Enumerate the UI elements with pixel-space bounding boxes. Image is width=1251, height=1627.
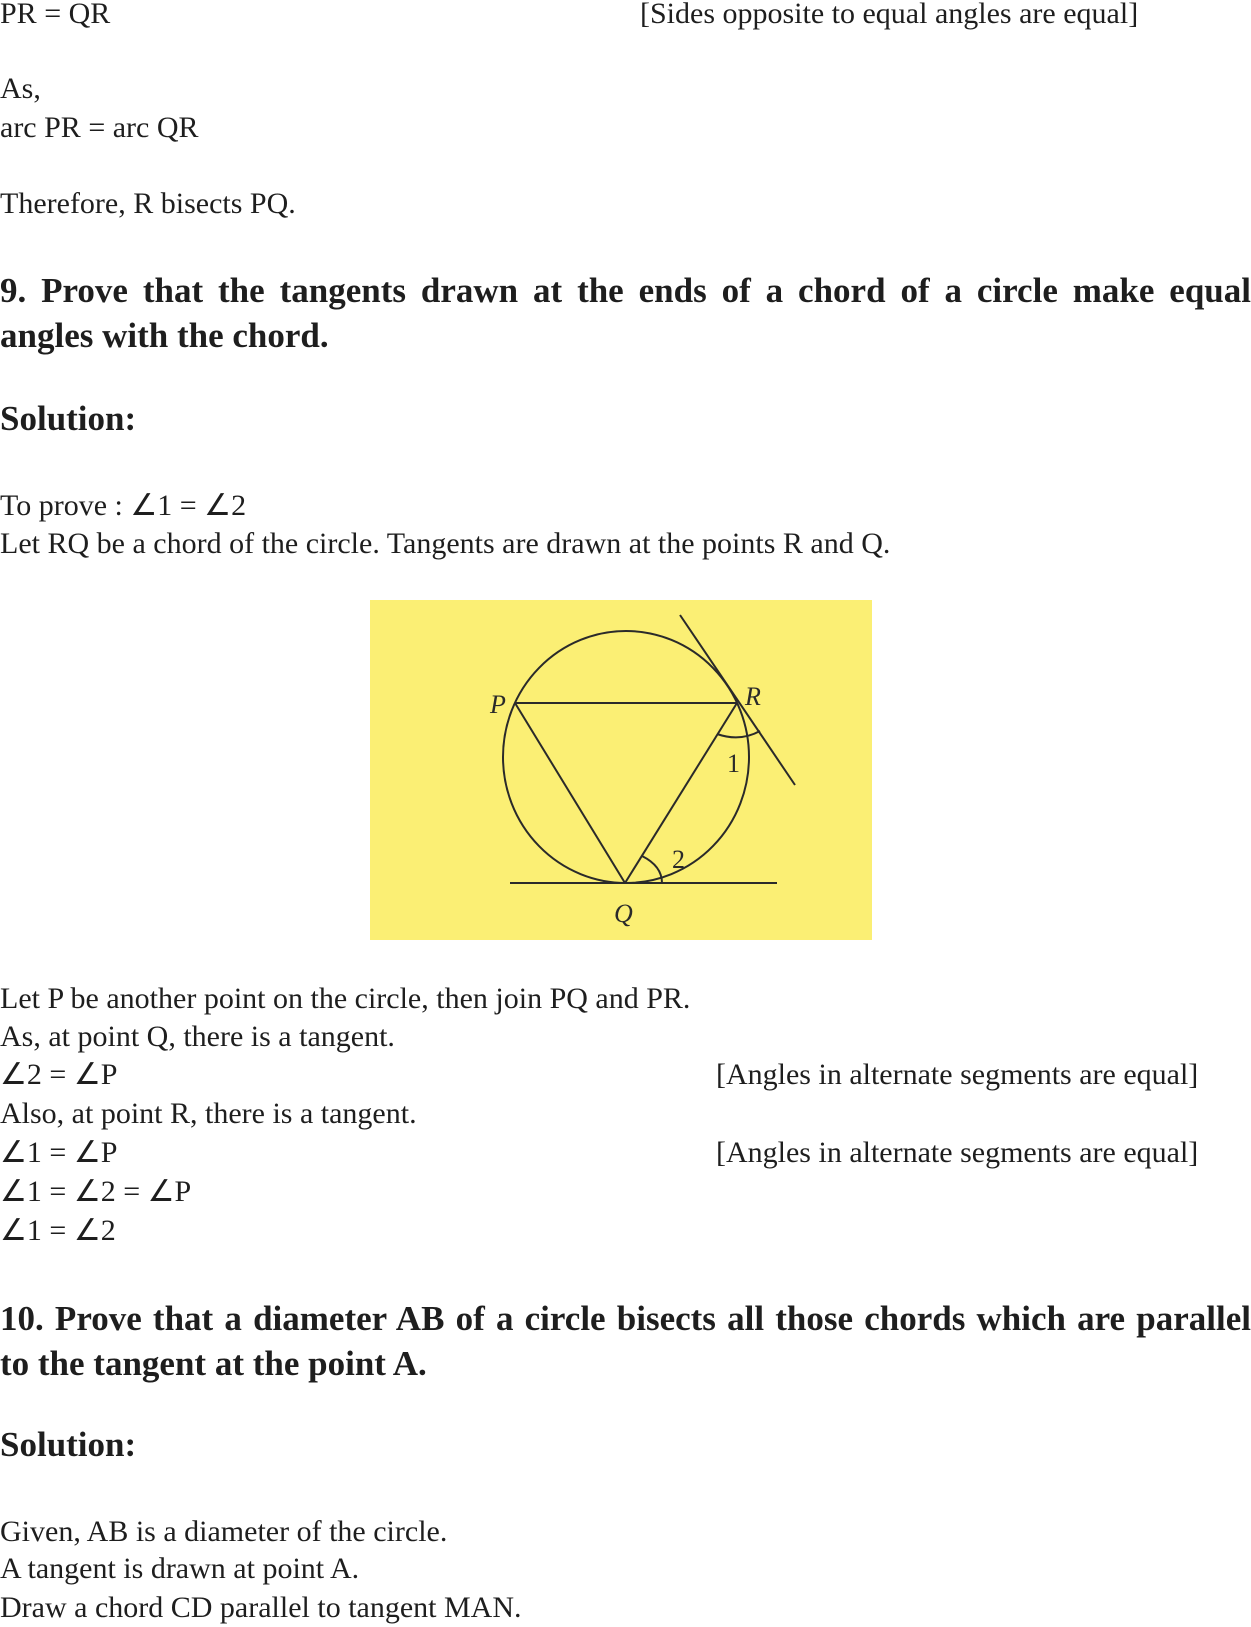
question-9-heading: 9. Prove that the tangents drawn at the ends of a chord of a circle make equal angles with the chord.: [0, 271, 1251, 355]
to-prove-text: To prove : ∠1 = ∠2: [0, 489, 247, 522]
q10-line: Draw a chord CD parallel to tangent MAN.: [0, 1591, 522, 1624]
proof-step: ∠1 = ∠2 = ∠P: [0, 1175, 192, 1208]
proof-step: Let P be another point on the circle, then join PQ and PR.: [0, 982, 691, 1015]
reason-sides-opposite: [Sides opposite to equal angles are equal]: [640, 0, 1139, 30]
solution-label: Solution:: [0, 399, 137, 438]
circle: [503, 631, 749, 883]
proof-step: As, at point Q, there is a tangent.: [0, 1020, 395, 1053]
circle-tangent-figure: [370, 600, 872, 940]
angle-1-arc: [717, 731, 760, 737]
proof-reason: [Angles in alternate segments are equal]: [716, 1136, 1199, 1169]
solution-label-10: Solution:: [0, 1425, 137, 1464]
statement-pr-qr: PR = QR: [0, 0, 111, 30]
q10-line: A tangent is drawn at point A.: [0, 1552, 360, 1585]
label-angle-1: 1: [727, 749, 740, 778]
proof-reason: [Angles in alternate segments are equal]: [716, 1058, 1199, 1091]
proof-step: Also, at point R, there is a tangent.: [0, 1097, 417, 1130]
proof-step: ∠1 = ∠2: [0, 1214, 116, 1247]
proof-step: ∠1 = ∠P: [0, 1136, 118, 1169]
text-as: As,: [0, 72, 41, 105]
label-angle-2: 2: [672, 845, 685, 874]
chord-pq: [515, 703, 625, 883]
label-q: Q: [614, 899, 633, 928]
question-10-heading: 10. Prove that a diameter AB of a circle bisects all those chords which are parallel to the tangent at the point A.: [0, 1299, 1251, 1383]
q10-line: Given, AB is a diameter of the circle.: [0, 1515, 448, 1548]
proof-step: ∠2 = ∠P: [0, 1058, 118, 1091]
label-p: P: [490, 690, 506, 719]
label-r: R: [745, 682, 761, 711]
conclusion-text: Therefore, R bisects PQ.: [0, 187, 296, 220]
given-chord-text: Let RQ be a chord of the circle. Tangents are drawn at the points R and Q.: [0, 527, 891, 560]
statement-arc: arc PR = arc QR: [0, 111, 199, 144]
